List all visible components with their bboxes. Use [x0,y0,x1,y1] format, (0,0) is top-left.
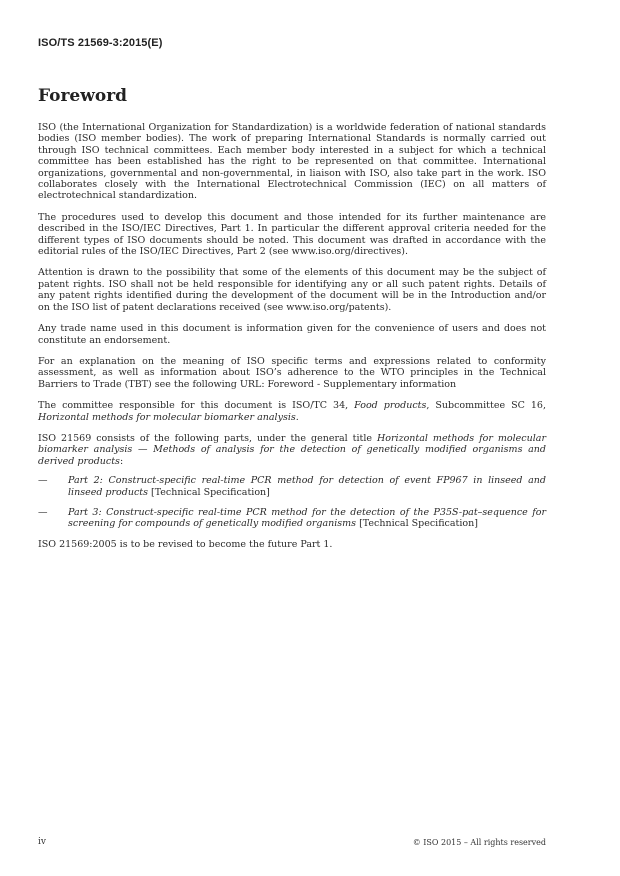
list-item [38,507,546,530]
part-type: [Technical Specification] [356,518,478,530]
parts-intro-text: ISO 21569 consists of the following parts, under the general title [38,432,377,444]
paragraph-parts-intro [38,433,546,467]
section-title: Foreword [38,86,128,106]
paragraph-procedures: The procedures used to develop this document and those intended for its further maintenance are described in the ISO/IEC Directives, Part 1. In particular the different approval criteria needed for the different types of ISO documents should be noted. This document was drafted in accordance with the editorial rules of the ISO/IEC Directives, Part 2 (see www.iso.org/directives). [38,211,546,258]
document-identifier: ISO/TS 21569-3:2015(E) [38,37,163,49]
paragraph-revision: ISO 21569:2005 is to be revised to become the future Part 1. [38,538,333,550]
committee-name: Food products [354,400,427,412]
foreword-body [38,122,546,560]
paragraph-conformity: For an explanation on the meaning of ISO specific terms and expressions related to conformity assessment, as well as information about ISO’s adherence to the WTO principles in the Technical Barriers to Trade (TBT) see the following URL: Foreword - Supplementary information [38,355,546,390]
parts-intro-colon: : [119,455,124,467]
list-dash: — [38,506,48,518]
general-title: Horizontal methods for molecular biomarker analysis — Methods of analysis for the detection of genetically modified organisms and derived products [38,432,546,467]
paragraph-trade-name: Any trade name used in this document is information given for the convenience of users and does not constitute an endorsement. [38,323,546,346]
subcommittee-name: Horizontal methods for molecular biomarker analysis [38,411,296,423]
committee-text-c: , Subcommittee SC 16, [426,400,546,412]
page-footer [38,837,546,847]
list-item-text [68,507,546,530]
part-title: Part 2: Construct-specific real-time PCR method for detection of event FP967 in linseed and linseed products [68,475,546,498]
list-item-text [68,475,546,498]
paragraph-patent-rights: Attention is drawn to the possibility that some of the elements of this document may be the subject of patent rights. ISO shall not be held responsible for identifying any or all such patent rights. Details of any patent rights identified during the development of the document will be in the Introduction and/or on the ISO list of patent declarations received (see www.iso.org/patents). [38,267,546,313]
list-item [38,475,546,498]
document-page [38,0,548,876]
committee-text-a: The committee responsible for this document is ISO/TC 34, [38,400,355,412]
paragraph-committee [38,400,546,423]
list-dash: — [38,475,48,487]
page-number: iv [38,837,46,847]
paragraph-iso-overview: ISO (the International Organization for Standardization) is a worldwide federation of national standards bodies (ISO member bodies). The work of preparing International Standards is normally carried out through ISO technical committees. Each member body interested in a subject for which a technical committee has been established has the right to be represented on that committee. International organizations, governmental and non-governmental, in liaison with ISO, also take part in the work. ISO collaborates closely with the International Electrotechnical Commission (IEC) on all matters of electrotechnical standardization. [38,122,546,202]
copyright-notice: © ISO 2015 – All rights reserved [412,838,546,847]
part-title: Part 3: Construct-specific real-time PCR method for the detection of the P35S-pat–sequence for screening for compounds of genetically modified organisms [68,506,546,530]
part-type: [Technical Specification] [147,486,270,498]
committee-text-e: . [295,411,299,423]
